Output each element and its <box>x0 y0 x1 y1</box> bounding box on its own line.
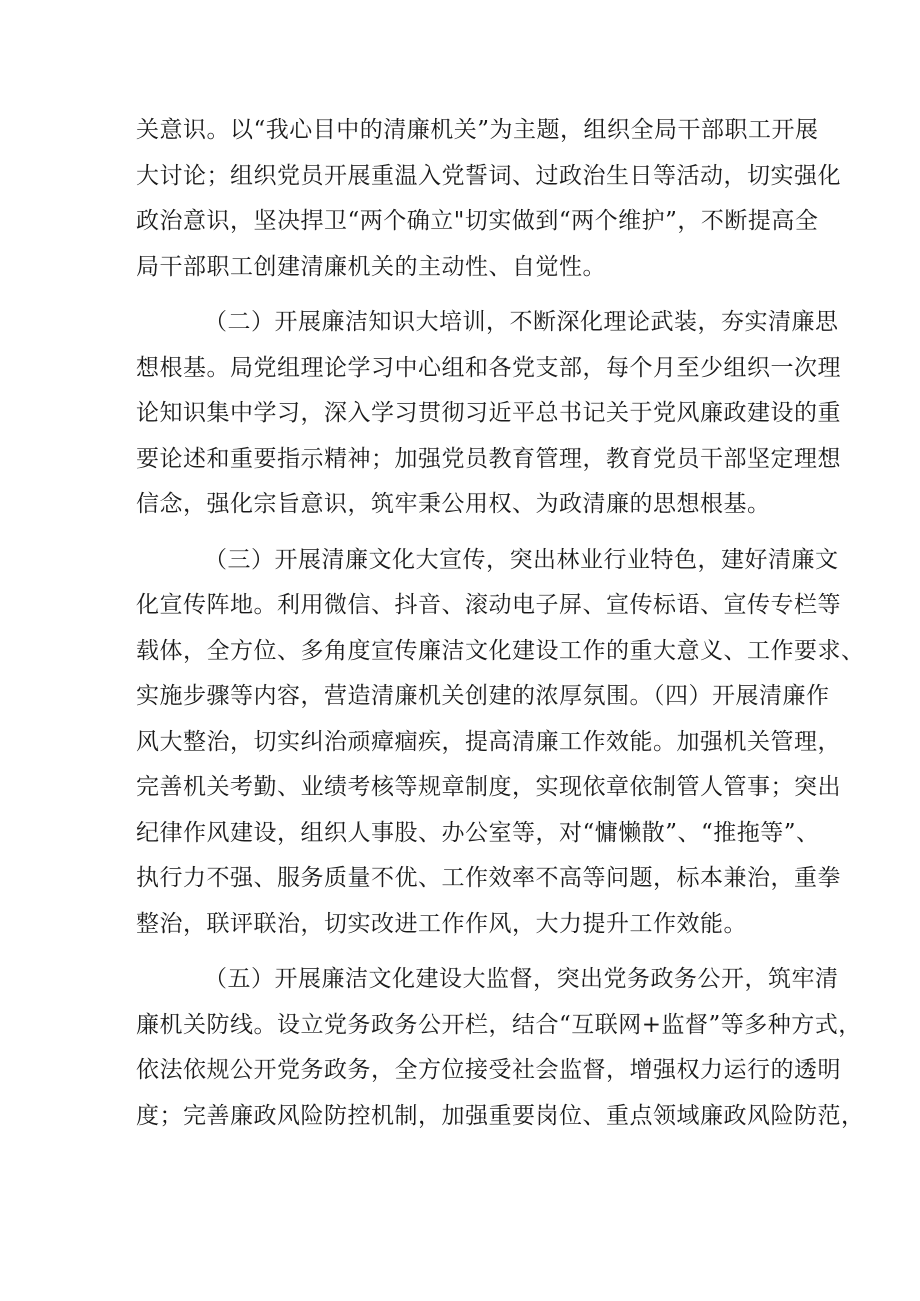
paragraph-4 <box>136 957 865 1139</box>
text-line: 度；完善廉政风险防控机制，加强重要岗位、重点领域廉政风险防范， <box>136 1102 865 1129</box>
text-line: 纪律作风建设，组织人事股、办公室等，对“慵懒散”、“推拖等”、 <box>136 819 820 846</box>
text-line: 执行力不强、服务质量不优、工作效率不高等问题，标本兼治，重拳 <box>136 865 841 891</box>
paragraph-2 <box>136 300 841 528</box>
paragraph-gap <box>136 528 796 538</box>
text-line: 依法依规公开党务政务，全方位接受社会监督，增强权力运行的透明 <box>136 1057 841 1083</box>
text-line: 廉机关防线。设立党务政务公开栏，结合“互联网+监督”等多种方式， <box>136 1011 862 1038</box>
document-body <box>136 108 865 1139</box>
paragraph-gap <box>136 947 796 957</box>
text-line: 风大整治，切实纠治顽瘴痼疾，提高清廉工作效能。加强机关管理， <box>136 728 841 755</box>
text-line: （三）开展清廉文化大宣传，突出林业行业特色，建好清廉文 <box>204 546 839 573</box>
text-line: 完善机关考勤、业绩考核等规章制度，实现依章依制管人管事；突出 <box>136 774 841 800</box>
paragraph-gap <box>136 290 796 300</box>
text-line: 论知识集中学习，深入学习贯彻习近平总书记关于党风廉政建设的重 <box>136 400 841 426</box>
text-line: 要论述和重要指示精神；加强党员教育管理，教育党员干部坚定理想 <box>136 445 841 472</box>
text-line: （二）开展廉洁知识大培训，不断深化理论武装，夯实清廉思 <box>204 309 839 335</box>
text-line: 关意识。以“我心目中的清廉机关”为主题，组织全局干部职工开展 <box>136 117 819 143</box>
text-line: 政治意识，坚决捍卫“两个确立"切实做到“两个维护”，不断提高全 <box>136 208 819 234</box>
paragraph-1 <box>136 108 841 290</box>
text-line: 实施步骤等内容，营造清廉机关创建的浓厚氛围。（四）开展清廉作 <box>136 683 830 709</box>
paragraph-3 <box>136 538 865 948</box>
text-line: 想根基。局党组理论学习中心组和各党支部，每个月至少组织一次理 <box>136 354 841 381</box>
text-line: 局干部职工创建清廉机关的主动性、自觉性。 <box>136 253 606 280</box>
text-line: 信念，强化宗旨意识，筑牢秉公用权、为政清廉的思想根基。 <box>136 491 771 517</box>
text-line: （五）开展廉洁文化建设大监督，突出党务政务公开，筑牢清 <box>204 966 839 992</box>
text-line: 大讨论；组织党员开展重温入党誓词、过政治生日等活动，切实强化 <box>136 162 841 189</box>
text-line: 化宣传阵地。利用微信、抖音、滚动电子屏、宣传标语、宣传专栏等 <box>136 592 841 618</box>
text-line: 载体，全方位、多角度宣传廉洁文化建设工作的重大意义、工作要求、 <box>136 637 865 664</box>
text-line: 整治，联评联治，切实改进工作作风，大力提升工作效能。 <box>136 910 747 937</box>
